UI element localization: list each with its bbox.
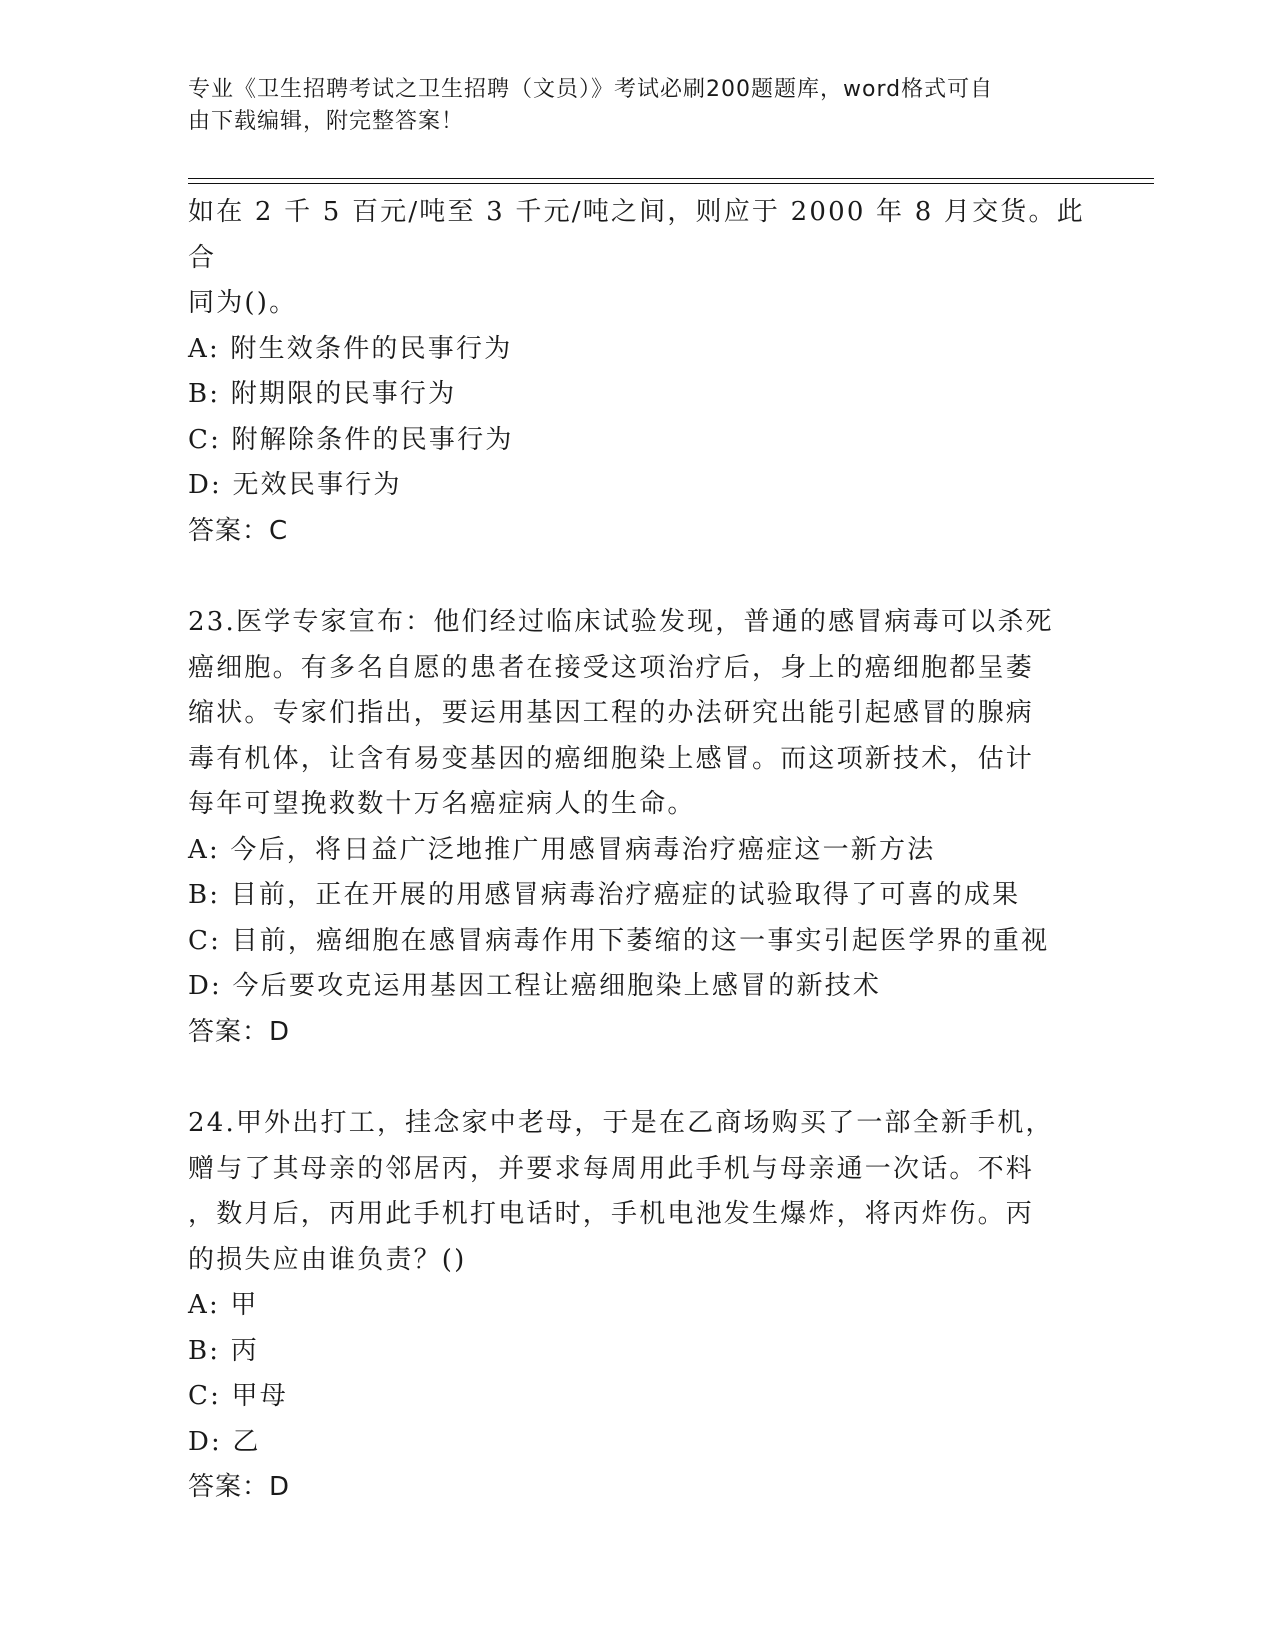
question-block: [188, 190, 1088, 554]
option-b: B: 丙: [188, 1335, 259, 1366]
option-d: D: 今后要攻克运用基因工程让癌细胞染上感冒的新技术: [188, 971, 882, 1001]
answer-line: 答案：D: [188, 1472, 291, 1502]
spacer: [188, 554, 1088, 600]
option-c: C: 目前，癌细胞在感冒病毒作用下萎缩的这一事实引起医学界的重视: [188, 925, 1050, 956]
spacer: [188, 1055, 1088, 1101]
option-a: A: 甲: [188, 1290, 259, 1320]
answer-line: 答案：C: [188, 515, 289, 546]
question-stem-line: 癌细胞。有多名自愿的患者在接受这项治疗后，身上的癌细胞都呈萎: [188, 652, 1035, 683]
option-d: D: 无效民事行为: [188, 470, 402, 500]
option-b: B: 目前，正在开展的用感冒病毒治疗癌症的试验取得了可喜的成果: [188, 880, 1021, 910]
question-stem-line: 24.甲外出打工，挂念家中老母，于是在乙商场购买了一部全新手机，: [188, 1108, 1054, 1138]
option-c: C: 甲母: [188, 1381, 288, 1411]
question-stem-line: 每年可望挽救数十万名癌症病人的生命。: [188, 789, 696, 819]
option-b: B: 附期限的民事行为: [188, 379, 457, 409]
question-stem-line: 23.医学专家宣布：他们经过临床试验发现，普通的感冒病毒可以杀死: [188, 607, 1054, 637]
question-stem-line: 缩状。专家们指出，要运用基因工程的办法研究出能引起感冒的腺病: [188, 698, 1035, 728]
answer-line: 答案：D: [188, 1016, 291, 1047]
question-stem-line: 的损失应由谁负责？(): [188, 1244, 467, 1275]
document-header: [188, 74, 1068, 138]
question-stem-line: 同为()。: [188, 288, 298, 318]
option-a: A: 今后，将日益广泛地推广用感冒病毒治疗癌症这一新方法: [188, 834, 936, 865]
header-rule-bottom: [188, 183, 1154, 184]
question-stem-line: 赠与了其母亲的邻居丙，并要求每周用此手机与母亲通一次话。不料: [188, 1153, 1035, 1184]
option-a: A: 附生效条件的民事行为: [188, 333, 513, 364]
question-list: [188, 190, 1088, 1511]
question-stem-line: ，数月后，丙用此手机打电话时，手机电池发生爆炸，将丙炸伤。丙: [188, 1199, 1035, 1229]
question-stem-line: 如在 2 千 5 百元/吨至 3 千元/吨之间，则应于 2000 年 8 月交货。此合: [188, 197, 1085, 273]
header-line-1: 专业《卫生招聘考试之卫生招聘（文员）》考试必刷200题题库，word格式可自: [188, 77, 994, 102]
question-stem-line: 毒有机体，让含有易变基因的癌细胞染上感冒。而这项新技术，估计: [188, 743, 1035, 774]
header-rule-top: [188, 178, 1154, 179]
header-line-2: 由下载编辑，附完整答案！: [188, 109, 465, 134]
question-block: [188, 1101, 1088, 1511]
option-c: C: 附解除条件的民事行为: [188, 424, 514, 455]
question-block: [188, 600, 1088, 1055]
option-d: D: 乙: [188, 1426, 261, 1457]
